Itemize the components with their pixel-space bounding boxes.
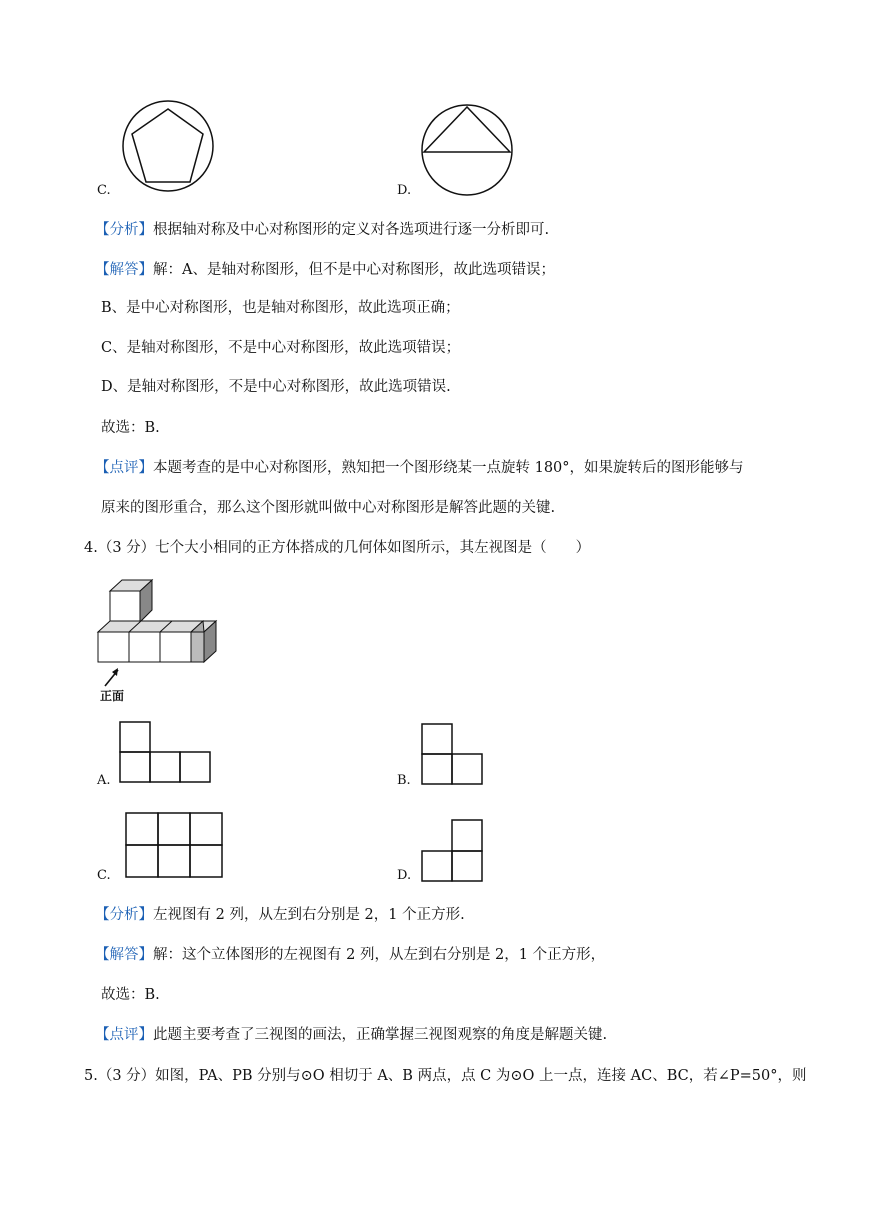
option-a-figure — [119, 721, 213, 783]
q3-answer: 故选：B. — [101, 420, 160, 436]
q5-stem: 5.（3 分）如图，PA、PB 分别与⊙O 相切于 A、B 两点，点 C 为⊙O 上一点，连接 AC、BC，若∠P=50°，则 — [84, 1068, 807, 1084]
comment-text: 本题考查的是中心对称图形，熟知把一个图形绕某一点旋转 180°，如果旋转后的图形能够与 — [153, 460, 744, 476]
q4-analysis — [95, 905, 465, 925]
analysis-text: 左视图有 2 列，从左到右分别是 2，1 个正方形. — [153, 907, 465, 923]
q3-solution-line4: D、是轴对称图形，不是中心对称图形，故此选项错误. — [101, 379, 451, 395]
option-d-figure — [420, 103, 518, 195]
front-label: 正面 — [100, 689, 125, 703]
q4-cube-figure — [96, 578, 221, 704]
solution-tag: 【解答】 — [95, 262, 153, 278]
inscribed-pentagon — [132, 109, 203, 182]
comment-tag: 【点评】 — [95, 1027, 153, 1043]
analysis-tag: 【分析】 — [95, 907, 153, 923]
comment-tag: 【点评】 — [95, 460, 153, 476]
q3-comment-line2: 原来的图形重合，那么这个图形就叫做中心对称图形是解答此题的关键. — [101, 500, 556, 516]
q4-solution — [95, 945, 605, 965]
option-c-figure — [118, 100, 222, 190]
option-d2-figure — [421, 819, 484, 883]
q3-analysis — [95, 220, 549, 240]
analysis-tag: 【分析】 — [95, 222, 153, 238]
option-a-label: A. — [97, 773, 111, 788]
front-cube-3 — [160, 632, 191, 662]
solution-text: 解：这个立体图形的左视图有 2 列，从左到右分别是 2，1 个正方形， — [153, 947, 606, 963]
q3-solution-line2: B、是中心对称图形，也是轴对称图形，故此选项正确； — [101, 300, 460, 316]
option-c2-label: C. — [97, 868, 111, 883]
solution-text: 解：A、是轴对称图形，但不是中心对称图形，故此选项错误； — [153, 262, 555, 278]
option-c-label: C. — [97, 183, 111, 198]
top-cube-front — [110, 591, 140, 622]
q3-solution-line1 — [95, 260, 555, 280]
option-b-figure — [421, 723, 484, 785]
front-cube-2 — [129, 632, 160, 662]
option-d2-label: D. — [397, 868, 412, 883]
front-cube-1 — [98, 632, 129, 662]
option-d-label: D. — [397, 183, 412, 198]
option-c2-figure — [125, 812, 223, 878]
option-b-label: B. — [397, 773, 411, 788]
solution-tag: 【解答】 — [95, 947, 153, 963]
q4-answer: 故选：B. — [101, 987, 160, 1003]
q3-comment-line1 — [95, 458, 744, 478]
analysis-text: 根据轴对称及中心对称图形的定义对各选项进行逐一分析即可. — [153, 222, 550, 238]
circle — [422, 105, 512, 195]
q3-solution-line3: C、是轴对称图形，不是中心对称图形，故此选项错误； — [101, 340, 461, 356]
comment-text: 此题主要考查了三视图的画法，正确掌握三视图观察的角度是解题关键. — [153, 1027, 608, 1043]
inscribed-triangle — [424, 107, 510, 152]
q4-comment — [95, 1025, 607, 1045]
q4-stem: 4.（3 分）七个大小相同的正方体搭成的几何体如图所示，其左视图是（ ） — [84, 540, 591, 556]
